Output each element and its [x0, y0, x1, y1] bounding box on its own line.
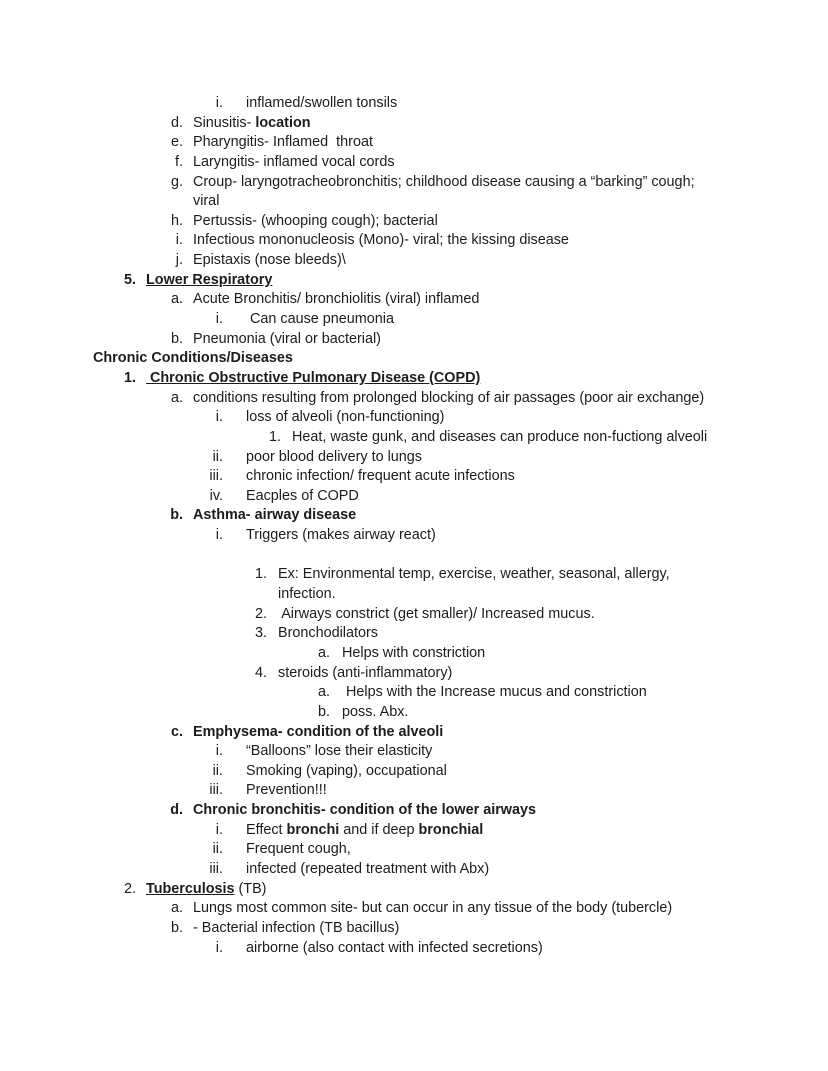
list-marker: 4.	[254, 664, 267, 681]
line-text	[146, 369, 480, 389]
text-run: Tuberculosis	[146, 880, 235, 897]
line-text	[193, 212, 438, 232]
text-run: (TB)	[234, 880, 267, 897]
doc-line	[0, 369, 828, 389]
doc-line	[0, 330, 828, 350]
line-text	[193, 114, 311, 134]
text-run: Chronic Obstructive Pulmonary Disease (COPD)	[146, 369, 481, 386]
list-marker: f.	[175, 153, 183, 170]
doc-line	[0, 114, 828, 134]
text-run: Infectious mononucleosis (Mono)- viral; the kissing disease	[193, 232, 569, 249]
doc-line	[0, 251, 828, 271]
doc-line	[0, 487, 828, 507]
text-run: Emphysema- condition of the alveoli	[193, 723, 444, 740]
text-run: Bronchodilators	[278, 625, 378, 642]
text-run: Frequent cough,	[246, 841, 351, 858]
text-run: Chronic Conditions/Diseases	[93, 350, 293, 367]
text-run: Effect	[246, 821, 287, 838]
list-marker: i.	[215, 939, 223, 956]
doc-line	[0, 624, 828, 644]
text-run: Laryngitis- inflamed vocal cords	[193, 153, 395, 170]
doc-line	[0, 290, 828, 310]
doc-line	[0, 565, 828, 585]
line-text	[246, 840, 351, 860]
list-marker: b.	[170, 330, 183, 347]
line-text	[193, 389, 704, 409]
line-text	[246, 781, 327, 801]
line-text	[246, 742, 432, 762]
line-text	[193, 919, 399, 939]
text-run: conditions resulting from prolonged blocking of air passages (poor air exchange)	[193, 389, 705, 406]
list-marker: i.	[215, 821, 223, 838]
line-text	[278, 664, 452, 684]
list-marker: i.	[215, 527, 223, 544]
doc-line	[0, 644, 828, 664]
list-marker: a.	[170, 900, 183, 917]
text-run: location	[255, 114, 311, 131]
line-text	[246, 467, 515, 487]
text-run: viral	[193, 193, 220, 210]
doc-line	[0, 840, 828, 860]
doc-line	[0, 271, 828, 291]
text-run: Asthma- airway disease	[193, 507, 357, 524]
list-marker: iii.	[209, 860, 223, 877]
line-text	[292, 428, 707, 448]
list-marker: a.	[170, 389, 183, 406]
line-text	[278, 585, 336, 605]
line-text	[193, 801, 536, 821]
line-text	[193, 290, 479, 310]
list-marker: b.	[170, 919, 183, 936]
list-marker: i.	[175, 232, 183, 249]
list-marker: i.	[215, 409, 223, 426]
list-marker: iii.	[209, 468, 223, 485]
text-run: and if deep	[339, 821, 419, 838]
doc-line	[0, 212, 828, 232]
line-text	[278, 624, 378, 644]
text-run: bronchi	[286, 821, 340, 838]
line-text	[193, 723, 443, 743]
line-text	[146, 880, 266, 900]
line-text	[193, 251, 346, 271]
text-run: airborne (also contact with infected secretions)	[246, 939, 543, 956]
line-text	[278, 605, 595, 625]
list-marker: a.	[317, 684, 330, 701]
doc-line	[0, 919, 828, 939]
list-marker: a.	[170, 291, 183, 308]
line-text	[246, 821, 483, 841]
doc-line	[0, 231, 828, 251]
doc-line	[0, 585, 828, 605]
line-text	[93, 349, 293, 369]
text-run: Can cause pneumonia	[246, 311, 395, 328]
line-text	[193, 899, 672, 919]
text-run: Lower Respiratory	[146, 271, 273, 288]
list-marker: iv.	[209, 487, 223, 504]
text-run: Acute Bronchitis/ bronchiolitis (viral) inflamed	[193, 291, 480, 308]
list-marker: i.	[215, 95, 223, 111]
text-run: poss. Abx.	[342, 703, 409, 720]
doc-line	[0, 408, 828, 428]
line-text	[246, 408, 444, 428]
list-marker: b.	[317, 703, 330, 720]
text-run: Chronic bronchitis- condition of the lower airways	[193, 802, 537, 819]
list-marker: 1.	[123, 369, 136, 386]
doc-line	[0, 781, 828, 801]
doc-line	[0, 526, 828, 546]
doc-line	[0, 467, 828, 487]
text-run: Smoking (vaping), occupational	[246, 762, 447, 779]
list-marker: ii.	[212, 762, 223, 779]
list-marker: a.	[317, 644, 330, 661]
text-run: Lungs most common site- but can occur in any tissue of the body (tubercle)	[193, 900, 673, 917]
list-marker: c.	[170, 723, 183, 740]
doc-line	[0, 703, 828, 723]
line-text	[246, 487, 359, 507]
list-marker: g.	[170, 173, 183, 190]
doc-line	[0, 899, 828, 919]
list-marker: iii.	[209, 782, 223, 799]
list-marker: 5.	[123, 271, 136, 288]
line-text	[246, 939, 543, 959]
text-run: Airways constrict (get smaller)/ Increased mucus.	[278, 605, 595, 622]
text-run: - Bacterial infection (TB bacillus)	[193, 919, 400, 936]
doc-line	[0, 742, 828, 762]
text-run: Prevention!!!	[246, 782, 327, 799]
list-marker: h.	[170, 212, 183, 229]
doc-line	[0, 762, 828, 782]
doc-line	[0, 860, 828, 880]
doc-line	[0, 605, 828, 625]
line-text	[146, 271, 272, 291]
doc-line	[0, 153, 828, 173]
text-run: Pertussis- (whooping cough); bacterial	[193, 212, 438, 229]
blank-line	[0, 546, 828, 566]
text-run: Croup- laryngotracheobronchitis; childhood disease causing a “barking” cough;	[193, 173, 695, 190]
list-marker: 2.	[254, 605, 267, 622]
text-run: inflamed/swollen tonsils	[246, 95, 398, 111]
text-run: Eacples of COPD	[246, 487, 359, 504]
doc-line	[0, 389, 828, 409]
doc-line	[0, 349, 828, 369]
doc-line	[0, 683, 828, 703]
text-run: Triggers (makes airway react)	[246, 527, 436, 544]
line-text	[342, 703, 408, 723]
list-marker: d.	[170, 114, 183, 131]
text-run: Pneumonia (viral or bacterial)	[193, 330, 381, 347]
text-run: Helps with the Increase mucus and constriction	[342, 684, 647, 701]
text-run: poor blood delivery to lungs	[246, 448, 422, 465]
list-marker: i.	[215, 311, 223, 328]
list-marker: 3.	[254, 625, 267, 642]
line-text	[193, 133, 373, 153]
line-text	[342, 683, 647, 703]
line-text	[246, 762, 447, 782]
list-marker: 1.	[268, 428, 281, 445]
doc-line	[0, 173, 828, 193]
text-run: chronic infection/ frequent acute infections	[246, 468, 515, 485]
line-text	[193, 506, 356, 526]
doc-line	[0, 448, 828, 468]
list-marker: d.	[170, 802, 183, 819]
text-run: “Balloons” lose their elasticity	[246, 743, 433, 760]
doc-line	[0, 880, 828, 900]
line-text	[246, 526, 436, 546]
line-text	[193, 231, 569, 251]
line-text	[342, 644, 485, 664]
text-run: Sinusitis-	[193, 114, 256, 131]
text-run: bronchial	[418, 821, 484, 838]
doc-line	[0, 723, 828, 743]
line-text	[246, 310, 394, 330]
text-run: infected (repeated treatment with Abx)	[246, 860, 490, 877]
text-run: Ex: Environmental temp, exercise, weather, seasonal, allergy,	[278, 566, 670, 583]
doc-line	[0, 94, 828, 114]
doc-line	[0, 133, 828, 153]
doc-line	[0, 192, 828, 212]
text-run: Epistaxis (nose bleeds)\	[193, 252, 346, 269]
doc-line	[0, 428, 828, 448]
line-text	[278, 565, 670, 585]
doc-line	[0, 939, 828, 959]
text-run: infection.	[278, 586, 336, 603]
list-marker: i.	[215, 743, 223, 760]
doc-line	[0, 310, 828, 330]
list-marker: ii.	[212, 448, 223, 465]
line-text	[193, 192, 219, 212]
text-run: Heat, waste gunk, and diseases can produce non-fuctiong alveoli	[292, 428, 708, 445]
line-text	[246, 448, 422, 468]
line-text	[193, 173, 695, 193]
list-marker: j.	[175, 252, 183, 269]
list-marker: 2.	[123, 880, 136, 897]
text-run: steroids (anti-inflammatory)	[278, 664, 453, 681]
text-run: loss of alveoli (non-functioning)	[246, 409, 445, 426]
line-text	[246, 94, 397, 114]
doc-line	[0, 664, 828, 684]
text-run: Pharyngitis- Inflamed throat	[193, 134, 373, 151]
doc-line	[0, 506, 828, 526]
text-run: Helps with constriction	[342, 644, 486, 661]
doc-line	[0, 821, 828, 841]
line-text	[193, 330, 381, 350]
doc-line	[0, 801, 828, 821]
list-marker: ii.	[212, 841, 223, 858]
line-text	[193, 153, 395, 173]
line-text	[246, 860, 489, 880]
list-marker: e.	[170, 134, 183, 151]
list-marker: b.	[170, 507, 183, 524]
list-marker: 1.	[254, 566, 267, 583]
